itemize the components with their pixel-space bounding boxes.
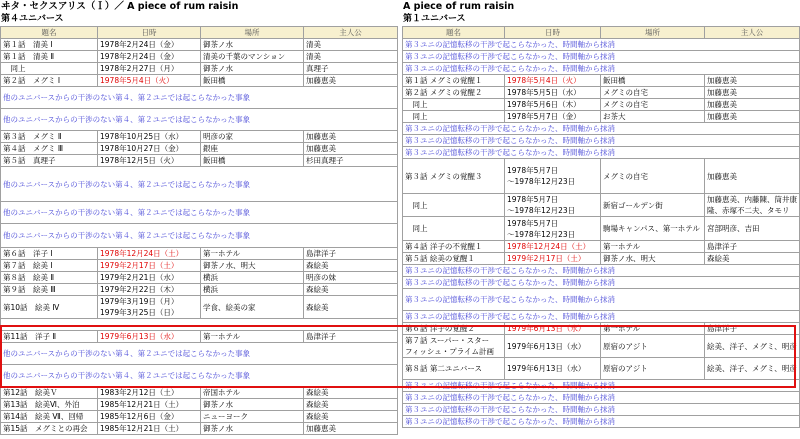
gap-row — [403, 135, 800, 147]
hero-cell: 明彦の妹 — [304, 272, 398, 284]
table-row — [1, 296, 398, 319]
gap-row — [1, 109, 398, 131]
date-cell: 1979年2月17日（土） — [505, 253, 601, 265]
table-row — [403, 111, 800, 123]
gap-note: 第３ユニの記憶転移の干渉で起こらなかった、時間軸から抹消 — [403, 147, 800, 159]
place-cell: 原宿のアジト — [601, 335, 705, 358]
place-cell: 第一ホテル — [601, 323, 705, 335]
column-header-title: 題名 — [403, 27, 505, 39]
episode-title-cell: 同上 — [403, 99, 505, 111]
gap-row — [403, 392, 800, 404]
left-panel — [0, 0, 397, 435]
table-header-row — [1, 27, 398, 39]
place-cell: 学食、絵美の家 — [201, 296, 304, 319]
hero-cell: 加藤恵美 — [705, 99, 800, 111]
place-cell: メグミの自宅 — [601, 99, 705, 111]
left-panel-title: ヰタ・セクスアリス（Ｉ）／ A piece of rum raisin — [1, 1, 239, 12]
place-cell: 第一ホテル — [601, 241, 705, 253]
date-cell: 1979年2月17日（土） — [98, 260, 201, 272]
gap-row — [403, 39, 800, 51]
episode-title-cell: 同上 — [403, 217, 505, 241]
date-cell: 1978年5月7日 ～1978年12月23日 — [505, 159, 601, 194]
table-row — [1, 260, 398, 272]
hero-cell: 森絵美 — [304, 284, 398, 296]
episode-title-cell: 第12話 絵美Ｖ — [1, 387, 98, 399]
episode-title-cell: 同上 — [1, 63, 98, 75]
episode-title-cell: 第13話 絵美Ⅵ、外泊 — [1, 399, 98, 411]
gap-row — [403, 380, 800, 392]
gap-note: 第３ユニの記憶転移の干渉で起こらなかった、時間軸から抹消 — [403, 416, 800, 428]
hero-cell: 宮部明彦、吉田 — [705, 217, 800, 241]
date-cell: 1978年10月25日（水） — [98, 131, 201, 143]
episode-title-cell: 第４話 メグミ Ⅲ — [1, 143, 98, 155]
table-row — [1, 284, 398, 296]
episode-title-cell: 第３話 メグミの覚醒３ — [403, 159, 505, 194]
episode-title-cell: 第15話 メグミとの再会 — [1, 423, 98, 435]
date-cell: 1978年5月4日（火） — [505, 75, 601, 87]
hero-cell: 森絵美 — [705, 253, 800, 265]
gap-row — [403, 277, 800, 289]
gap-note: 第３ユニの記憶転移の干渉で起こらなかった、時間軸から抹消 — [403, 123, 800, 135]
gap-row — [1, 87, 398, 109]
place-cell: 帝国ホテル — [201, 387, 304, 399]
date-cell: 1978年12月5日（火） — [98, 155, 201, 167]
gap-note — [1, 319, 398, 331]
place-cell: 原宿のアジト — [601, 358, 705, 380]
hero-cell: 森絵美 — [304, 399, 398, 411]
gap-note: 第３ユニの記憶転移の干渉で起こらなかった、時間軸から抹消 — [403, 39, 800, 51]
gap-note: 第３ユニの記憶転移の干渉で起こらなかった、時間軸から抹消 — [403, 404, 800, 416]
table-row — [403, 217, 800, 241]
date-cell: 1979年2月22日（木） — [98, 284, 201, 296]
hero-cell: 加藤恵美 — [304, 423, 398, 435]
gap-note: 他のユニバースからの干渉のない第４、第２ユニでは起こらなかった事象 — [1, 343, 398, 365]
column-header-hero: 主人公 — [705, 27, 800, 39]
episode-title-cell: 第８話 第二ユニバース — [403, 358, 505, 380]
hero-cell: 真理子 — [304, 63, 398, 75]
date-cell: 1978年10月27日（金） — [98, 143, 201, 155]
table-row — [1, 51, 398, 63]
left-timeline-table — [0, 26, 398, 435]
gap-row — [403, 416, 800, 428]
place-cell: 飯田橋 — [601, 75, 705, 87]
right-timeline-table — [402, 26, 800, 428]
table-row — [1, 399, 398, 411]
episode-title-cell: 第７話 絵美 Ⅰ — [1, 260, 98, 272]
gap-row — [403, 289, 800, 311]
episode-title-cell: 第２話 メグミ Ⅰ — [1, 75, 98, 87]
gap-row — [1, 319, 398, 331]
table-row — [403, 241, 800, 253]
left-panel-subtitle: 第４ユニバース — [1, 14, 64, 24]
hero-cell: 森絵美 — [304, 411, 398, 423]
episode-title-cell: 第５話 真理子 — [1, 155, 98, 167]
gap-note: 第３ユニの記憶転移の干渉で起こらなかった、時間軸から抹消 — [403, 135, 800, 147]
episode-title-cell: 第１話 清美 Ⅱ — [1, 51, 98, 63]
gap-row — [403, 51, 800, 63]
hero-cell: 加藤恵美 — [304, 143, 398, 155]
episode-title-cell: 同上 — [403, 111, 505, 123]
column-header-date: 日時 — [505, 27, 601, 39]
table-row — [403, 75, 800, 87]
place-cell: お茶大 — [601, 111, 705, 123]
date-cell: 1978年5月7日 ～1978年12月23日 — [505, 194, 601, 217]
right-panel-title: A piece of rum raisin — [403, 1, 515, 12]
table-row — [1, 155, 398, 167]
date-cell: 1979年2月21日（水） — [98, 272, 201, 284]
gap-row — [1, 343, 398, 365]
column-header-place: 場所 — [201, 27, 304, 39]
date-cell: 1979年6月13日（水） — [505, 323, 601, 335]
place-cell: 御茶ノ水、明大 — [601, 253, 705, 265]
place-cell: 御茶ノ水 — [201, 399, 304, 411]
date-cell: 1985年12月21日（土） — [98, 423, 201, 435]
place-cell: 銀座 — [201, 143, 304, 155]
table-row — [1, 331, 398, 343]
episode-title-cell: 第９話 絵美 Ⅲ — [1, 284, 98, 296]
hero-cell: 島津洋子 — [304, 331, 398, 343]
episode-title-cell: 第10話 絵美 Ⅳ — [1, 296, 98, 319]
hero-cell: 森絵美 — [304, 296, 398, 319]
table-row — [403, 159, 800, 194]
date-cell: 1978年5月7日（金） — [505, 111, 601, 123]
episode-title-cell: 第11話 洋子 Ⅱ — [1, 331, 98, 343]
gap-row — [403, 63, 800, 75]
gap-note: 第３ユニの記憶転移の干渉で起こらなかった、時間軸から抹消 — [403, 265, 800, 277]
hero-cell: 島津洋子 — [705, 241, 800, 253]
date-cell: 1978年5月6日（木） — [505, 99, 601, 111]
place-cell: 御茶ノ水 — [201, 423, 304, 435]
date-cell: 1979年3月19日（月） 1979年3月25日（日） — [98, 296, 201, 319]
episode-title-cell: 第２話 メグミの覚醒２ — [403, 87, 505, 99]
episode-title-cell: 第６話 洋子 Ⅰ — [1, 248, 98, 260]
date-cell: 1983年2月12日（土） — [98, 387, 201, 399]
table-row — [1, 131, 398, 143]
hero-cell: 島津洋子 — [705, 323, 800, 335]
episode-title-cell: 第８話 絵美 Ⅱ — [1, 272, 98, 284]
gap-note: 第３ユニの記憶転移の干渉で起こらなかった、時間軸から抹消 — [403, 51, 800, 63]
place-cell: 飯田橋 — [201, 75, 304, 87]
table-row — [403, 335, 800, 358]
place-cell: メグミの自宅 — [601, 87, 705, 99]
hero-cell: 加藤恵美、内藤陳、筒井康隆、赤塚不二夫、タモリ — [705, 194, 800, 217]
gap-row — [403, 404, 800, 416]
column-header-title: 題名 — [1, 27, 98, 39]
column-header-date: 日時 — [98, 27, 201, 39]
gap-row — [1, 365, 398, 387]
episode-title-cell: 第６話 洋子の覚醒２ — [403, 323, 505, 335]
gap-note: 第３ユニの記憶転移の干渉で起こらなかった、時間軸から抹消 — [403, 392, 800, 404]
episode-title-cell: 第５話 絵美の覚醒１ — [403, 253, 505, 265]
date-cell: 1978年12月24日（土） — [505, 241, 601, 253]
place-cell: 清美の千葉のマンション — [201, 51, 304, 63]
gap-row — [1, 167, 398, 202]
hero-cell: 森絵美 — [304, 387, 398, 399]
date-cell: 1978年5月7日 ～1978年12月23日 — [505, 217, 601, 241]
episode-title-cell: 同上 — [403, 194, 505, 217]
date-cell: 1978年2月24日（金） — [98, 51, 201, 63]
right-panel-subtitle: 第１ユニバース — [403, 14, 466, 24]
hero-cell: 森絵美 — [304, 260, 398, 272]
place-cell: ニューヨーク — [201, 411, 304, 423]
column-header-place: 場所 — [601, 27, 705, 39]
place-cell: 駒場キャンパス、第一ホテル — [601, 217, 705, 241]
date-cell: 1979年6月13日（水） — [505, 358, 601, 380]
hero-cell: 島津洋子 — [304, 248, 398, 260]
place-cell: メグミの自宅 — [601, 159, 705, 194]
table-row — [403, 99, 800, 111]
date-cell: 1978年5月4日（火） — [98, 75, 201, 87]
place-cell: 横浜 — [201, 272, 304, 284]
place-cell: 横浜 — [201, 284, 304, 296]
place-cell: 御茶ノ水 — [201, 63, 304, 75]
gap-note: 他のユニバースからの干渉のない第４、第２ユニでは起こらなかった事象 — [1, 365, 398, 387]
place-cell: 明彦の家 — [201, 131, 304, 143]
hero-cell: 杉田真理子 — [304, 155, 398, 167]
place-cell: 第一ホテル — [201, 331, 304, 343]
table-row — [1, 272, 398, 284]
hero-cell: 加藤恵美 — [705, 159, 800, 194]
episode-title-cell: 第１話 メグミの覚醒１ — [403, 75, 505, 87]
episode-title-cell: 第１話 清美 Ⅰ — [1, 39, 98, 51]
table-row — [1, 63, 398, 75]
date-cell: 1985年12月6日（金） — [98, 411, 201, 423]
date-cell: 1978年2月24日（金） — [98, 39, 201, 51]
table-row — [403, 194, 800, 217]
hero-cell: 加藤恵美 — [705, 87, 800, 99]
episode-title-cell: 第14話 絵美 Ⅶ、回帰 — [1, 411, 98, 423]
episode-title-cell: 第３話 メグミ Ⅱ — [1, 131, 98, 143]
gap-note: 第３ユニの記憶転移の干渉で起こらなかった、時間軸から抹消 — [403, 380, 800, 392]
date-cell: 1979年6月13日（水） — [98, 331, 201, 343]
gap-row — [1, 202, 398, 224]
hero-cell: 絵美、洋子、メグミ、明彦 — [705, 358, 800, 380]
date-cell: 1979年6月13日（水） — [505, 335, 601, 358]
date-cell: 1978年2月27日（月） — [98, 63, 201, 75]
table-row — [1, 39, 398, 51]
hero-cell: 清美 — [304, 51, 398, 63]
place-cell: 新宿ゴールデン街 — [601, 194, 705, 217]
hero-cell: 絵美、洋子、メグミ、明彦 — [705, 335, 800, 358]
table-row — [1, 143, 398, 155]
date-cell: 1978年12月24日（土） — [98, 248, 201, 260]
gap-note: 他のユニバースからの干渉のない第４、第２ユニでは起こらなかった事象 — [1, 87, 398, 109]
hero-cell: 加藤恵美 — [304, 131, 398, 143]
table-row — [1, 387, 398, 399]
hero-cell: 加藤恵美 — [705, 111, 800, 123]
table-header-row — [403, 27, 800, 39]
table-row — [403, 358, 800, 380]
date-cell: 1985年12月21日（土） — [98, 399, 201, 411]
table-row — [1, 75, 398, 87]
hero-cell: 加藤恵美 — [304, 75, 398, 87]
episode-title-cell: 第７話 スーパー・スター フィッシュ・プライム計画 — [403, 335, 505, 358]
table-row — [403, 253, 800, 265]
table-row — [1, 411, 398, 423]
gap-row — [403, 147, 800, 159]
hero-cell: 加藤恵美 — [705, 75, 800, 87]
table-row — [1, 423, 398, 435]
table-row — [403, 323, 800, 335]
gap-note: 第３ユニの記憶転移の干渉で起こらなかった、時間軸から抹消 — [403, 311, 800, 323]
place-cell: 御茶ノ水、明大 — [201, 260, 304, 272]
gap-note: 他のユニバースからの干渉のない第４、第２ユニでは起こらなかった事象 — [1, 224, 398, 248]
place-cell: 第一ホテル — [201, 248, 304, 260]
place-cell: 飯田橋 — [201, 155, 304, 167]
gap-note: 他のユニバースからの干渉のない第４、第２ユニでは起こらなかった事象 — [1, 109, 398, 131]
gap-note: 第３ユニの記憶転移の干渉で起こらなかった、時間軸から抹消 — [403, 289, 800, 311]
gap-row — [1, 224, 398, 248]
gap-row — [403, 311, 800, 323]
right-panel — [402, 0, 799, 428]
gap-note: 第３ユニの記憶転移の干渉で起こらなかった、時間軸から抹消 — [403, 277, 800, 289]
table-row — [403, 87, 800, 99]
gap-note: 他のユニバースからの干渉のない第４、第２ユニでは起こらなかった事象 — [1, 202, 398, 224]
gap-note: 他のユニバースからの干渉のない第４、第２ユニでは起こらなかった事象 — [1, 167, 398, 202]
gap-row — [403, 123, 800, 135]
gap-row — [403, 265, 800, 277]
episode-title-cell: 第４話 洋子の不覚醒１ — [403, 241, 505, 253]
date-cell: 1978年5月5日（水） — [505, 87, 601, 99]
place-cell: 御茶ノ水 — [201, 39, 304, 51]
gap-note: 第３ユニの記憶転移の干渉で起こらなかった、時間軸から抹消 — [403, 63, 800, 75]
column-header-hero: 主人公 — [304, 27, 398, 39]
hero-cell: 清美 — [304, 39, 398, 51]
table-row — [1, 248, 398, 260]
